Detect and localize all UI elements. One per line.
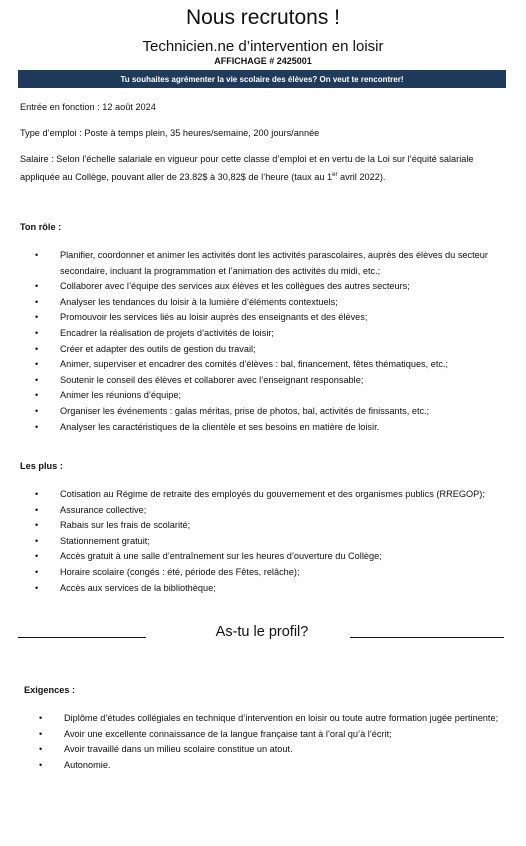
divider-line-right bbox=[350, 637, 504, 638]
bullet-icon: • bbox=[39, 728, 43, 739]
salary-superscript: er bbox=[332, 172, 338, 178]
page-title: Nous recrutons ! bbox=[185, 6, 341, 29]
banner-text: Tu souhaites agrémenter la vie scolaire des élèves? On veut te rencontrer! bbox=[120, 74, 404, 84]
list-item bbox=[35, 248, 502, 279]
list-item bbox=[35, 565, 502, 581]
bullet-icon: • bbox=[35, 582, 39, 593]
salary-end: avril 2022). bbox=[337, 172, 386, 183]
list-item bbox=[35, 518, 502, 534]
bullet-icon: • bbox=[35, 405, 39, 416]
bullet-icon: • bbox=[35, 535, 39, 546]
list-item-text: Créer et adapter des outils de gestion du travail; bbox=[60, 343, 256, 354]
list-item bbox=[35, 581, 502, 597]
list-item bbox=[39, 758, 516, 774]
list-item bbox=[35, 373, 502, 389]
bullet-icon: • bbox=[39, 759, 43, 770]
requirements-heading: Exigences : bbox=[24, 685, 76, 695]
list-item-text: Diplôme d’études collégiales en technique d’intervention en loisir ou toute autre formation jugée pertinente; bbox=[64, 713, 499, 723]
list-item bbox=[39, 742, 516, 758]
list-item-text: Animer les réunions d’équipe; bbox=[60, 390, 182, 401]
bullet-icon: • bbox=[35, 566, 39, 577]
list-item bbox=[35, 420, 502, 436]
list-item-text: Rabais sur les frais de scolarité; bbox=[60, 520, 191, 531]
list-item-text: Analyser les tendances du loisir à la lumière d’éléments contextuels; bbox=[60, 296, 338, 307]
job-type-value: : Poste à temps plein, 35 heures/semaine, 200 jours/année bbox=[76, 128, 320, 138]
profile-heading: As-tu le profil? bbox=[215, 624, 309, 640]
requirements-list bbox=[39, 711, 516, 773]
tagline-banner bbox=[18, 70, 506, 88]
list-item bbox=[35, 279, 502, 295]
bullet-icon: • bbox=[35, 421, 39, 432]
list-item-text: Stationnement gratuit; bbox=[60, 535, 150, 546]
bullet-icon: • bbox=[35, 390, 39, 401]
list-item bbox=[35, 295, 502, 311]
bullet-icon: • bbox=[35, 359, 39, 370]
salary-value: : Selon l’échelle salariale en vigueur pour cette classe d’emploi et en vertu de la Loi sur l’équité salariale appliquée au Collège, pouvant aller de 23.82$ à 30,82$ de l’heure (taux au 1 bbox=[20, 154, 474, 183]
list-item-text: Horaire scolaire (congés : été, période des Fêtes, relâche); bbox=[60, 566, 300, 577]
profile-divider bbox=[18, 624, 506, 644]
list-item bbox=[35, 388, 502, 404]
bullet-icon: • bbox=[35, 296, 39, 307]
list-item-text: Collaborer avec l’équipe des services aux élèves et les collègues des autres secteurs; bbox=[60, 281, 410, 292]
list-item-text: Autonomie. bbox=[64, 759, 111, 770]
bullet-icon: • bbox=[35, 489, 39, 499]
list-item-text: Organiser les événements : galas méritas, prise de photos, bal, activités de finissants, etc.; bbox=[60, 405, 430, 416]
list-item-text: Analyser les caractéristiques de la clientèle et ses besoins en matière de loisir. bbox=[60, 421, 380, 432]
bullet-icon: • bbox=[35, 520, 39, 531]
perks-list bbox=[35, 487, 502, 596]
start-date bbox=[20, 99, 500, 115]
bullet-icon: • bbox=[35, 327, 39, 338]
bullet-icon: • bbox=[35, 551, 39, 562]
job-type-label: Type d’emploi bbox=[20, 128, 77, 138]
list-item bbox=[35, 404, 502, 420]
list-item bbox=[35, 487, 502, 503]
list-item bbox=[35, 310, 502, 326]
job-title: Technicien.ne d’intervention en loisir bbox=[142, 38, 384, 55]
perks-heading: Les plus : bbox=[20, 461, 63, 471]
list-item-text: Soutenir le conseil des élèves et collaborer avec l’enseignant responsable; bbox=[60, 374, 364, 385]
bullet-icon: • bbox=[35, 250, 39, 260]
list-item-text: Animer, superviser et encadrer des comités d’élèves : bal, financement, fêtes thématiques, etc.; bbox=[60, 359, 449, 370]
list-item-text: Planifier, coordonner et animer les activités dont les activités parascolaires, auprès des élèves du secteur secondaire, incluant la programmation et l’animation des activités du midi, etc.; bbox=[60, 250, 488, 276]
job-type bbox=[20, 125, 500, 141]
list-item-text: Avoir travaillé dans un milieu scolaire constitue un atout. bbox=[64, 744, 293, 755]
bullet-icon: • bbox=[35, 312, 39, 323]
list-item bbox=[35, 534, 502, 550]
role-list bbox=[35, 248, 502, 435]
start-date-value: : 12 août 2024 bbox=[94, 102, 156, 112]
bullet-icon: • bbox=[39, 744, 43, 755]
bullet-icon: • bbox=[35, 374, 39, 385]
list-item bbox=[39, 711, 516, 727]
role-heading: Ton rôle : bbox=[20, 222, 62, 232]
list-item bbox=[39, 727, 516, 743]
bullet-icon: • bbox=[35, 343, 39, 354]
list-item-text: Promouvoir les services liés au loisir auprès des enseignants et des élèves; bbox=[60, 312, 368, 323]
list-item bbox=[35, 503, 502, 519]
list-item-text: Accès gratuit à une salle d’entraînement sur les heures d’ouverture du Collège; bbox=[60, 551, 382, 562]
list-item bbox=[35, 357, 502, 373]
salary bbox=[20, 151, 500, 185]
bullet-icon: • bbox=[35, 504, 39, 515]
start-date-label: Entrée en fonction bbox=[20, 102, 95, 112]
list-item-text: Assurance collective; bbox=[60, 504, 147, 515]
list-item-text: Avoir une excellente connaissance de la langue française tant à l’oral qu’à l’écrit; bbox=[64, 728, 392, 739]
list-item-text: Cotisation au Régime de retraite des employés du gouvernement et des organismes publics (RREGOP); bbox=[60, 489, 485, 499]
bullet-icon: • bbox=[39, 713, 43, 723]
list-item bbox=[35, 549, 502, 565]
list-item-text: Accès aux services de la bibliothèque; bbox=[60, 582, 216, 593]
list-item bbox=[35, 326, 502, 342]
posting-number: AFFICHAGE # 2425001 bbox=[214, 56, 312, 66]
list-item bbox=[35, 342, 502, 358]
list-item-text: Encadrer la réalisation de projets d’activités de loisir; bbox=[60, 327, 274, 338]
salary-label: Salaire bbox=[20, 154, 49, 164]
bullet-icon: • bbox=[35, 281, 39, 292]
